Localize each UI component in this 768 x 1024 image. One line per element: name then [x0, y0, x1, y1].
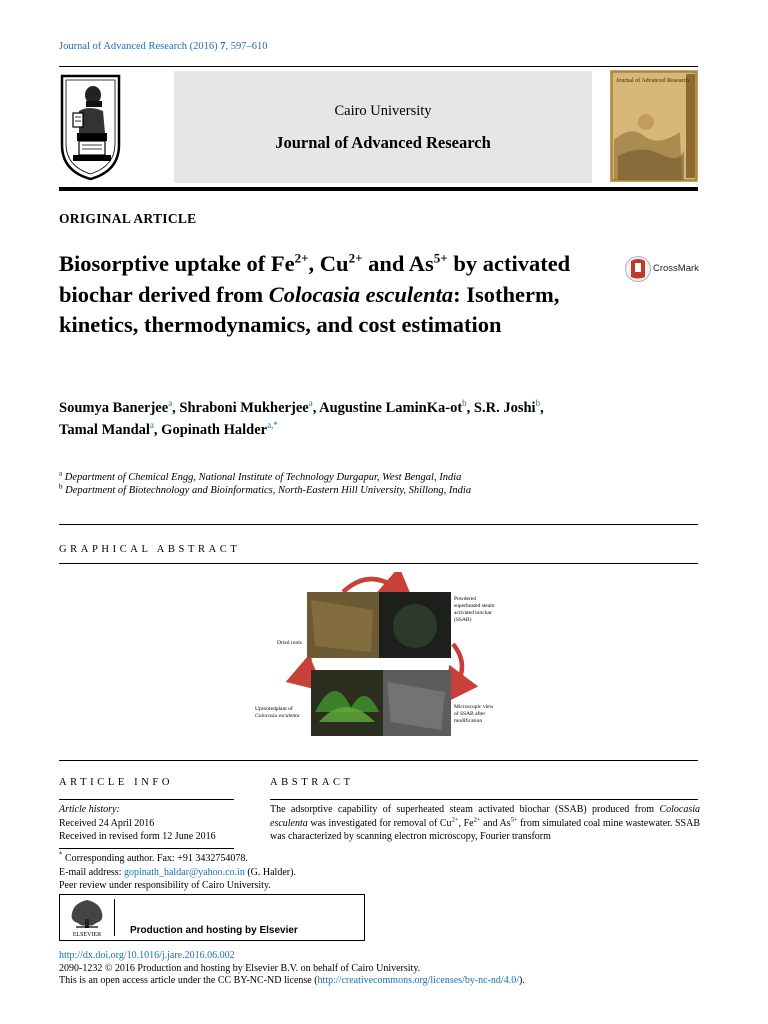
- graphical-abstract-rule: [59, 563, 698, 564]
- author-separator: ,: [540, 400, 544, 416]
- graphical-abstract-figure: [255, 572, 510, 737]
- article-title: [59, 249, 599, 341]
- title-part-3: and As: [362, 251, 434, 276]
- abstract-species: Colocasia esculenta: [270, 804, 700, 829]
- author-name[interactable]: Shraboni Mukherjee: [179, 400, 309, 416]
- license-suffix: ).: [518, 975, 525, 986]
- footnote-rule: [59, 848, 234, 849]
- elsevier-wordmark: ELSEVIER: [72, 932, 102, 938]
- author-affiliation-mark[interactable]: a: [149, 420, 154, 431]
- email-link[interactable]: gopinath_haldar@yahoo.co.in: [123, 866, 245, 878]
- footnote-star: *: [59, 850, 63, 859]
- abstract-p1: The adsorptive capability of superheated steam activated biochar (SSAB) produced from: [270, 804, 660, 815]
- affiliation-mark: a: [59, 469, 63, 478]
- received-date: Received 24 April 2016: [59, 817, 155, 829]
- title-sup-1: 2+: [294, 250, 309, 266]
- title-species: Colocasia esculenta: [268, 281, 454, 307]
- email-label: E-mail address:: [59, 866, 124, 878]
- header-bottom-rule: [59, 187, 698, 191]
- crossmark-icon[interactable]: [624, 255, 652, 283]
- ga-label-uprooted: Uprootedplant of: [255, 706, 293, 712]
- abstract-p4: and As: [480, 817, 511, 829]
- corresponding-author: Corresponding author. Fax: +91 3432754078.: [65, 853, 248, 864]
- bottom-info: [59, 950, 699, 988]
- peer-review-note: Peer review under responsibility of Cairo University.: [59, 880, 271, 891]
- ga-label-dried: Dried roots: [277, 640, 302, 646]
- svg-text:Powdered superheated steam: Powdered superheated steam activated biochar (SSAB): [454, 596, 495, 623]
- header-top-rule: [59, 66, 698, 67]
- journal-cover-image: [610, 70, 698, 182]
- journal-reference[interactable]: [59, 41, 268, 52]
- cover-title: Journal of Advanced Research: [616, 78, 690, 84]
- license-prefix: This is an open access article under the CC BY-NC-ND license (: [59, 975, 318, 986]
- affiliation-b: [59, 482, 472, 496]
- license-link[interactable]: http://creativecommons.org/licenses/by-nc-nd/4.0/: [317, 975, 519, 986]
- university-name: Cairo University: [334, 103, 432, 119]
- title-part-5: : Isotherm, kinetics, thermodynamics, and cost estimation: [59, 281, 560, 337]
- copyright-line: 2090-1232 © 2016 Production and hosting by Elsevier B.V. on behalf of Cairo University.: [59, 962, 421, 974]
- article-info-rule: [59, 799, 234, 800]
- hosting-label: Production and hosting by Elsevier: [130, 925, 298, 936]
- title-sup-2: 2+: [348, 250, 363, 266]
- author-list: [59, 397, 699, 441]
- footnote: [59, 852, 379, 893]
- graphical-abstract-heading: GRAPHICAL ABSTRACT: [59, 544, 241, 555]
- section-divider: [59, 524, 698, 525]
- author-affiliation-mark[interactable]: b: [535, 398, 541, 409]
- history-label: Article history:: [59, 804, 120, 815]
- affiliation-text: Department of Biotechnology and Bioinformatics, North-Eastern Hill University, Shillong, India: [65, 485, 472, 496]
- author-name[interactable]: Gopinath Halder: [161, 422, 268, 438]
- author-name[interactable]: Augustine LaminKa-ot: [319, 400, 463, 416]
- abstract-rule: [270, 799, 698, 800]
- title-sup-3: 5+: [433, 250, 448, 266]
- abstract-p5: from simulated coal mine wastewater. SSAB was characterized by scanning electron microscopy, Fourier transform: [270, 817, 701, 842]
- author-name[interactable]: Soumya Banerjee: [59, 400, 169, 416]
- abstract-sup: 5+: [510, 816, 518, 824]
- author-separator: ,: [466, 400, 474, 416]
- journal-ref-prefix: Journal of Advanced Research (2016): [59, 41, 221, 52]
- crossmark-label[interactable]: CrossMark: [653, 263, 699, 274]
- author-separator: ,: [153, 422, 162, 438]
- author-affiliation-mark[interactable]: b: [462, 398, 467, 409]
- title-part-4: by activated biochar derived from: [59, 251, 571, 307]
- affiliation-mark: b: [59, 482, 63, 491]
- doi-link[interactable]: http://dx.doi.org/10.1016/j.jare.2016.06.002: [59, 950, 235, 961]
- cairo-university-logo-icon: [59, 73, 122, 181]
- header-band: [174, 71, 592, 183]
- author-name[interactable]: Tamal Mandal: [59, 422, 150, 438]
- author-affiliation-mark[interactable]: a,*: [267, 420, 278, 431]
- journal-ref-volume: 7: [220, 41, 226, 52]
- abstract-text: [270, 803, 700, 844]
- journal-name: Journal of Advanced Research: [275, 133, 491, 152]
- revised-date: Received in revised form 12 June 2016: [59, 831, 216, 842]
- title-part-1: Biosorptive uptake of Fe: [59, 251, 295, 276]
- author-name[interactable]: S.R. Joshi: [473, 400, 536, 416]
- abstract-heading: ABSTRACT: [270, 777, 354, 788]
- email-suffix: (G. Halder).: [244, 866, 296, 878]
- abstract-sup: 2+: [451, 816, 459, 824]
- elsevier-tree-logo-icon: [66, 897, 108, 938]
- article-history: [59, 803, 234, 844]
- abstract-p2: was investigated for removal of Cu: [307, 817, 452, 829]
- elsevier-divider: [114, 899, 115, 936]
- ga-label-species: Colocasia esculenta: [255, 713, 300, 719]
- info-divider: [59, 760, 698, 761]
- author-affiliation-mark[interactable]: a: [308, 398, 313, 409]
- article-info-heading: ARTICLE INFO: [59, 777, 174, 788]
- title-part-2: , Cu: [308, 251, 349, 276]
- author-separator: ,: [172, 400, 180, 416]
- affiliation-text: Department of Chemical Engg, National Institute of Technology Durgapur, West Bengal, India: [64, 472, 462, 483]
- abstract-sup: 2+: [473, 816, 481, 824]
- author-separator: ,: [312, 400, 320, 416]
- svg-text:Microscopic view of SSAB a: Microscopic view of SSAB after modification: [454, 704, 494, 724]
- journal-ref-pages: , 597–610: [225, 41, 268, 52]
- abstract-p3: , Fe: [458, 817, 474, 829]
- author-affiliation-mark[interactable]: a: [168, 398, 173, 409]
- article-type: ORIGINAL ARTICLE: [59, 211, 197, 226]
- affiliation-a: [59, 469, 462, 483]
